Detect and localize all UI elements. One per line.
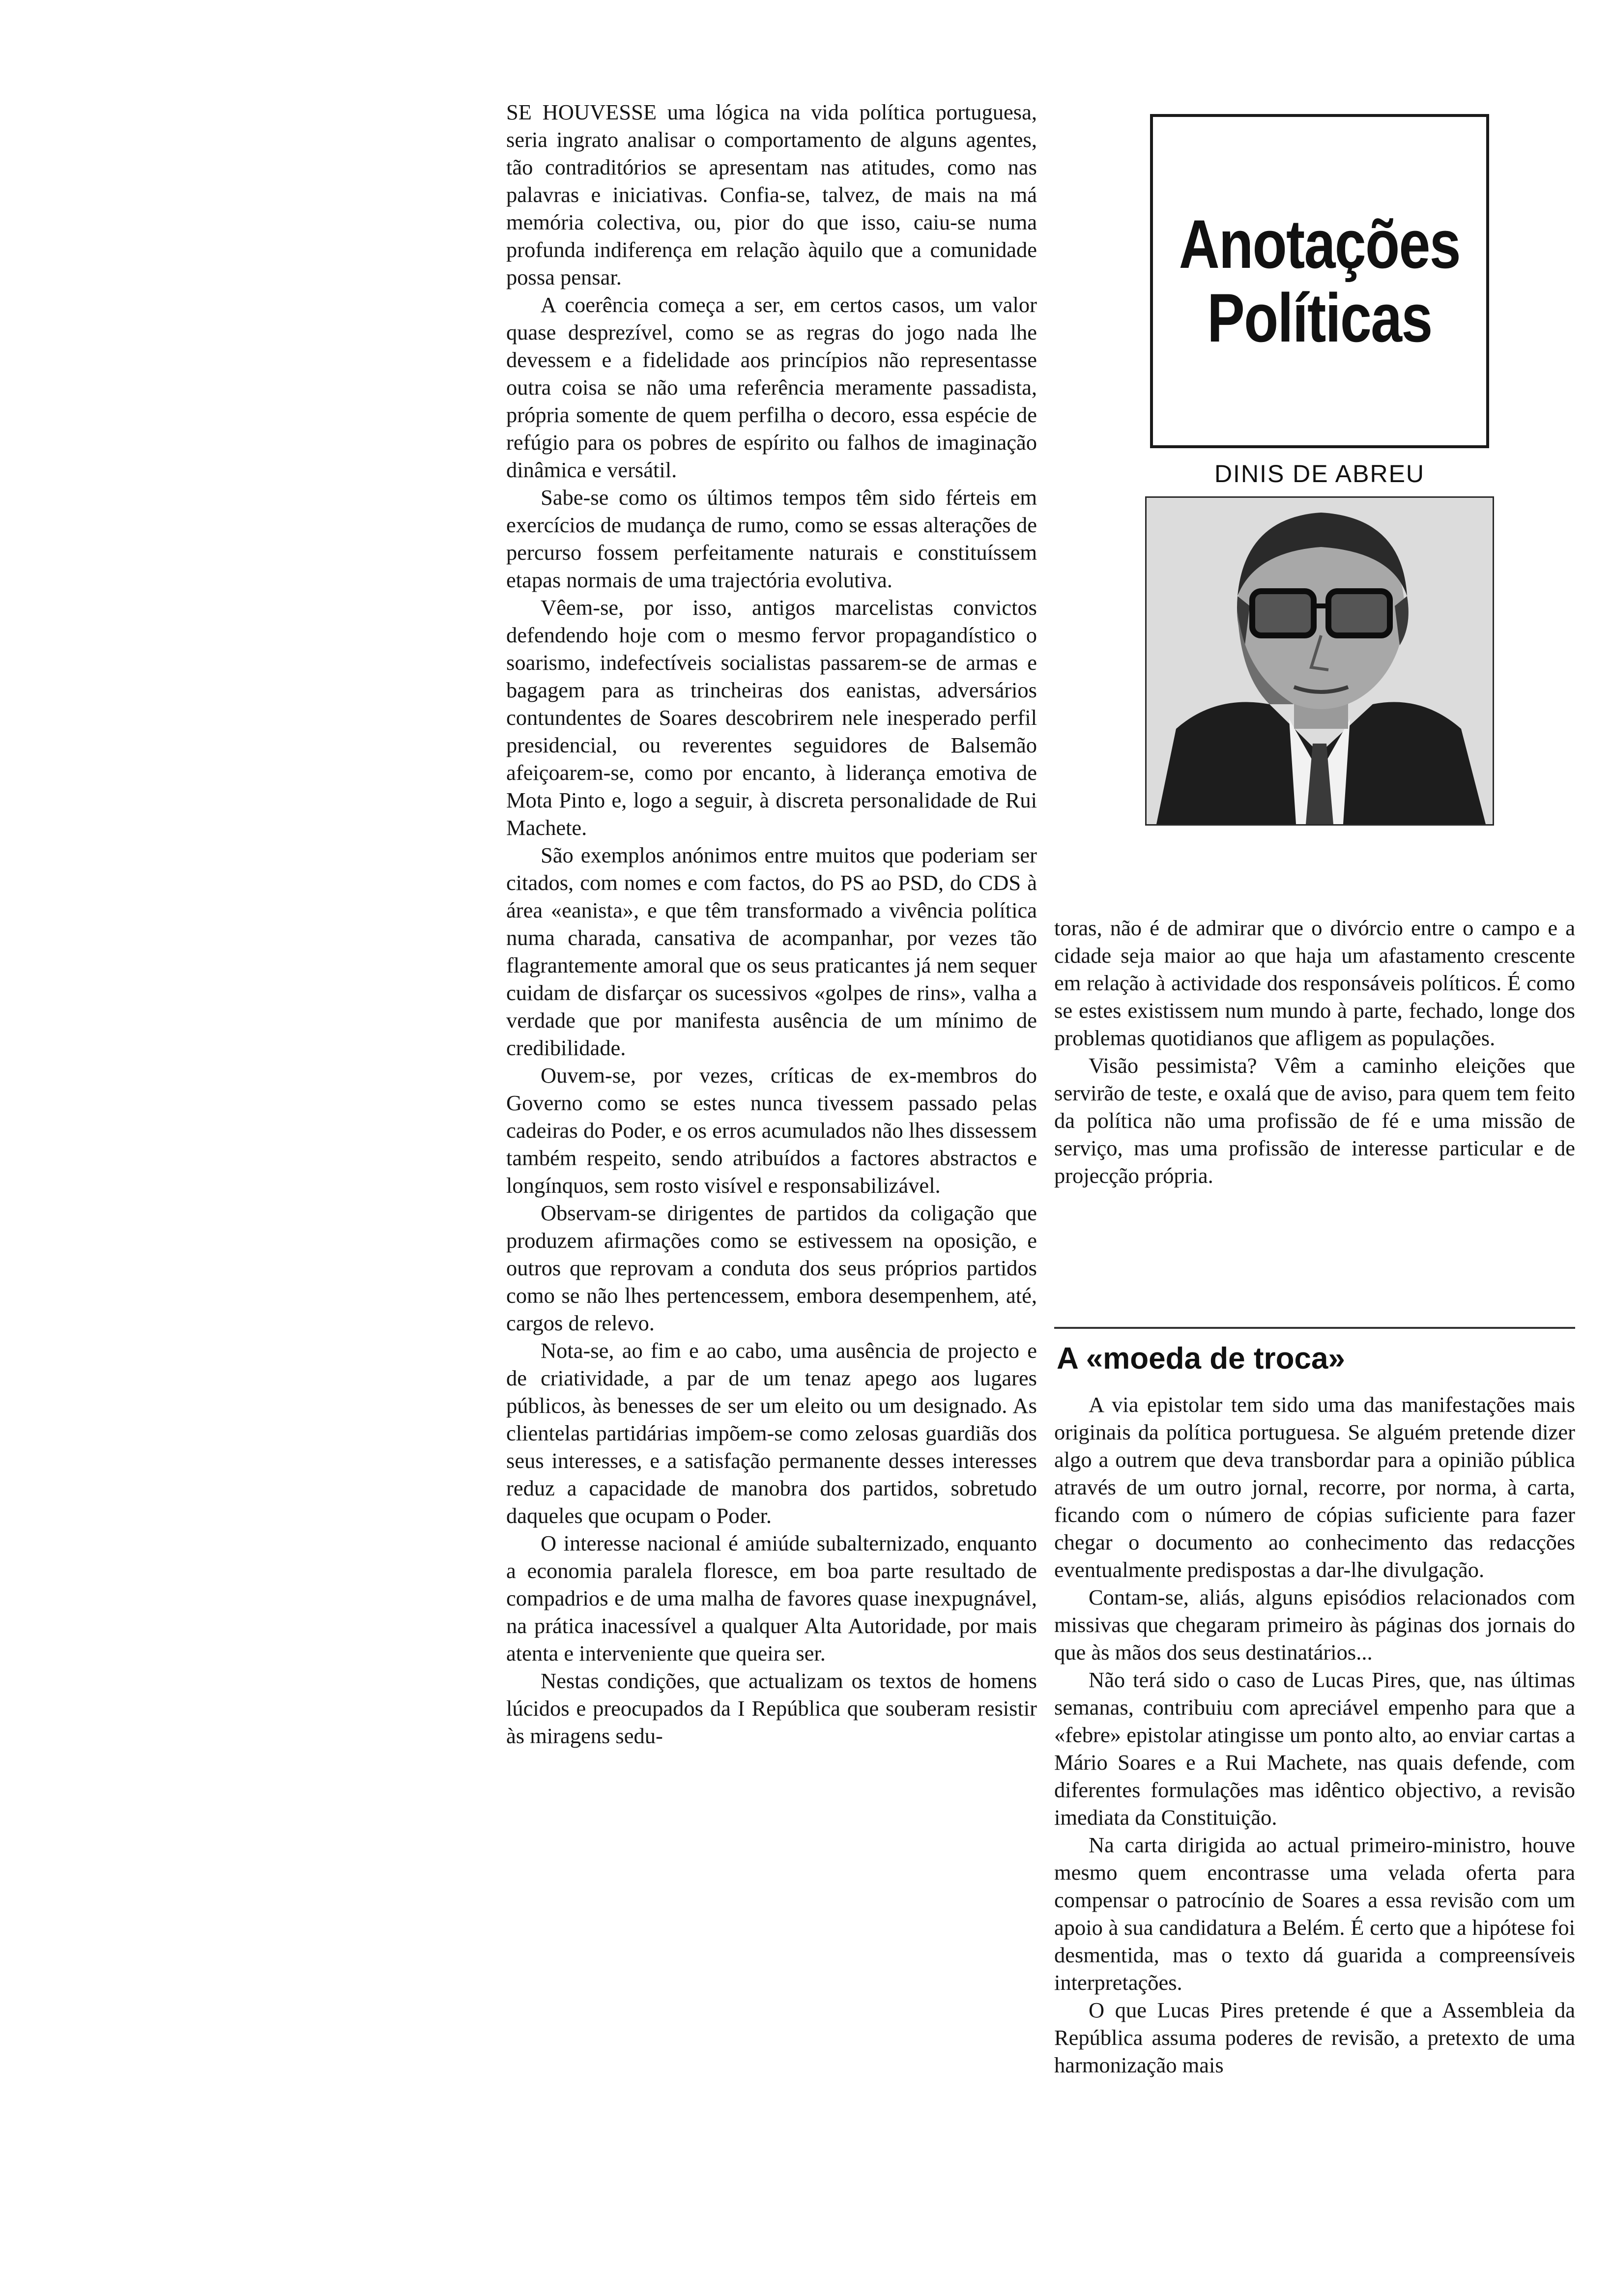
paragraph: Não terá sido o caso de Lucas Pires, que, nas últimas semanas, contribuiu com apreciável empenho para que a «febre» epistolar atingisse um ponto alto, ao enviar cartas a Mário Soares e a Rui Machete, nas quais defende, com diferentes formulações mas idêntico objectivo, a revisão imediata da Constituição. [1054, 1667, 1575, 1830]
paragraph: Na carta dirigida ao actual primeiro-ministro, houve mesmo quem encontrasse uma velada oferta para compensar o patrocínio de Soares a essa revisão com um apoio à sua candidatura a Belém. É certo que a hipótese foi desmentida, mas o texto dá guarida a compreensíveis interpretações. [1054, 1833, 1575, 1995]
paragraph: Sabe-se como os últimos tempos têm sido férteis em exercícios de mudança de rumo, como se essas alterações de percurso fossem perfeitamente naturais e constituíssem etapas normais de uma trajectória evolutiva. [506, 485, 1037, 592]
paragraph: Observam-se dirigentes de partidos da coligação que produzem afirmações como se estivessem na oposição, e outros que reprovam a conduta dos seus próprios partidos como se não lhes pertencessem, embora desempenhem, até, cargos de relevo. [506, 1201, 1037, 1335]
paragraph: A coerência começa a ser, em certos casos, um valor quase desprezível, como se as regras do jogo nada lhe devessem e a fidelidade aos princípios não representasse outra coisa se não uma referência meramente passadista, própria somente de quem perfilha o decoro, essa espécie de refúgio para os pobres de espírito ou falhos de imaginação dinâmica e versátil. [506, 292, 1037, 482]
paragraph: toras, não é de admirar que o divórcio entre o campo e a cidade seja maior ao que haja um afastamento crescente em relação à actividade dos responsáveis políticos. É como se estes existissem num mundo à parte, fechado, longe dos problemas quotidianos que afligem as populações. [1054, 916, 1575, 1050]
author-byline: DINIS DE ABREU [1214, 460, 1425, 488]
right-column-lower [1054, 1391, 1575, 2295]
left-column [506, 98, 1037, 2290]
right-column-upper [1054, 914, 1575, 1332]
paragraph: Vêem-se, por isso, antigos marcelistas convictos defendendo hoje com o mesmo fervor propagandístico o soarismo, indefectíveis socialistas passarem-se de armas e bagagem para as trincheiras dos eanistas, adversários contundentes de Soares descobrirem nele inesperado perfil presidencial, ou reverentes seguidores de Balsemão afeiçoarem-se, como por encanto, à liderança emotiva de Mota Pinto e, logo a seguir, à discreta personalidade de Rui Machete. [506, 595, 1037, 840]
paragraph: O que Lucas Pires pretende é que a Assembleia da República assuma poderes de revisão, a pretexto de uma harmonização mais [1054, 1998, 1575, 2077]
column-title-line1: Anotações [1179, 205, 1461, 283]
paragraph: O interesse nacional é amiúde subalternizado, enquanto a economia paralela floresce, em boa parte resultado de compadrios e de uma malha de favores quase inexpugnável, na prática inacessível a qualquer Alta Autoridade, por mais atenta e interveniente que queira ser. [506, 1531, 1037, 1665]
paragraph: Contam-se, aliás, alguns episódios relacionados com missivas que chegaram primeiro às páginas dos jornais do que às mãos dos seus destinatários... [1054, 1585, 1575, 1665]
paragraph: SE HOUVESSE uma lógica na vida política portuguesa, seria ingrato analisar o comportamento de alguns agentes, tão contraditórios se apresentam nas atitudes, como nas palavras e iniciativas. Confia-se, talvez, de mais na má memória colectiva, ou, pior do que isso, caiu-se numa profunda indiferença em relação àquilo que a comunidade possa pensar. [506, 100, 1037, 289]
section-subhead: A «moeda de troca» [1057, 1342, 1345, 1376]
paragraph: São exemplos anónimos entre muitos que poderiam ser citados, com nomes e com factos, do PS ao PSD, do CDS à área «eanista», e que têm transformado a vivência política numa charada, cansativa de acompanhar, por vezes tão flagrantemente amoral que os seus praticantes já nem sequer cuidam de disfarçar os sucessivos «golpes de rins», valha a verdade que por manifesta ausência de um mínimo de credibilidade. [506, 843, 1037, 1060]
portrait-image [1147, 498, 1493, 824]
paragraph: A via epistolar tem sido uma das manifestações mais originais da política portuguesa. Se alguém pretende dizer algo a outrem que deva transbordar para a opinião pública através de um outro jornal, recorre, por norma, à carta, ficando com o número de cópias suficiente para fazer chegar o documento ao conhecimento das redacções eventualmente predispostas a dar-lhe divulgação. [1054, 1392, 1575, 1582]
column-title-box [1150, 114, 1489, 448]
paragraph: Visão pessimista? Vêm a caminho eleições que servirão de teste, e oxalá que de aviso, para quem tem feito da política não uma profissão de fé e uma missão de serviço, mas uma profissão de interesse particular e de projecção própria. [1054, 1053, 1575, 1188]
paragraph: Nestas condições, que actualizam os textos de homens lúcidos e preocupados da I República que souberam resistir às miragens sedu- [506, 1668, 1037, 1748]
author-photo [1145, 496, 1494, 826]
paragraph: Nota-se, ao fim e ao cabo, uma ausência de projecto e de criatividade, a par de um tenaz apego aos lugares públicos, às benesses de ser um eleito ou um designado. As clientelas partidárias impõem-se como zelosas guardiãs dos seus interesses, e a satisfação permanente desses interesses reduz a capacidade de manobra dos partidos, sobretudo daqueles que ocupam o Poder. [506, 1338, 1037, 1528]
paragraph: Ouvem-se, por vezes, críticas de ex-membros do Governo como se estes nunca tivessem passado pelas cadeiras do Poder, e os erros acumulados não lhes dissessem também respeito, sendo atribuídos a factores abstractos e longínquos, sem rosto visível e responsabilizável. [506, 1063, 1037, 1198]
column-title-line2: Políticas [1207, 279, 1432, 356]
section-divider [1054, 1327, 1575, 1329]
